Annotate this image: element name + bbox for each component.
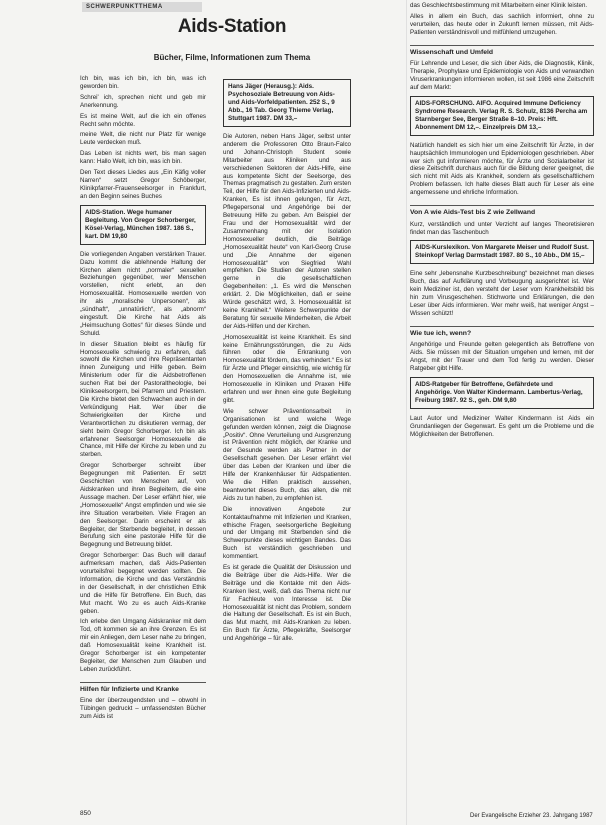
poem-line: meine Welt, die nicht nur Platz für wenige Leute verdecken muß. bbox=[80, 131, 206, 147]
paragraph: Alles in allem ein Buch, das sachlich informiert, ohne zu verurteilen, das heute oder in Zukunft lernen müssen, mit Aids-Patienten verständnisvoll und mitfühlend umzugehen. bbox=[410, 12, 594, 36]
book-box-aids-betreuung: Hans Jäger (Herausg.): Aids. Psychosoziale Betreuung von Aids- und Aids-Vorfeldpatienten. 252 S., 9 Abb., 16 Tab. Georg Thieme Verlag, Stuttgart 1987. DM 33,– bbox=[223, 79, 351, 127]
paragraph: Kurz, verständlich und unter Verzicht auf langes Theoretisieren findet man das Taschenbuch bbox=[410, 220, 594, 236]
page-footer: Der Evangelische Erzieher 23. Jahrgang 1987 bbox=[470, 813, 593, 819]
intro-paragraph: Den Text dieses Liedes aus „Ein Käfig voller Narren“ setzt Gregor Schöberger, Klinikpfarrer-Frauenseelsorger in Frankfurt, an den Beginn seines Buches bbox=[80, 169, 206, 200]
paragraph: In dieser Situation bleibt es häufig für Homosexuelle schwierig zu erfahren, daß sowohl die Kirchen und ihre Repräsentanten ihnen Zuneigung und Hilfe geben. Beim Ministerium oder für die Aidsbetroffenen suchen Rat bei der Pastoraltheologie, bei Klinikseelsorgern, bei Pfarrern und Priestern. Die Kirche bietet den Schwachen auch in der Verkündigung Halt. Wer über die Schwierigkeiten der Kirche und Verantwortlichen zu diskutieren vermag, der sieht beim Gregor Schorberger. Ich bin als erfahrener Seelsorger Homosexuelle die Chance, mit Hilfe der Kirche zu leben und zu sterben. bbox=[80, 340, 206, 459]
book-box-aids-station: AIDS-Station. Wege humaner Begleitung. Von Gregor Schorberger, Kösel-Verlag, München 1987. 186 S., kart. DM 19,80 bbox=[80, 205, 206, 245]
paragraph: Ich erlebe den Umgang Aidskranker mit dem Tod, oft kommen sie an ihre Grenzen. Es ist mir ein Anliegen, dem Leser nahe zu bringen, daß Homosexualität keine Krankheit ist. Gregor Schorberger ist ein kompetenter Begleiter, der Menschen zum Glauben und Leben zurückführt. bbox=[80, 618, 206, 673]
paragraph: Für Lehrende und Leser, die sich über Aids, die Diagnostik, Klinik, Therapie, Prophylaxe und Epidemiologie von Aids und verwandten Viruserkrankungen informieren wollen, ist seit 1986 eine Zeitschrift auf dem Markt: bbox=[410, 60, 594, 91]
poem-line: Ich bin, was ich bin, ich bin, was ich geworden bin. bbox=[80, 75, 206, 90]
paragraph: Gregor Schorberger schreibt über Begegnungen mit Patienten. Er setzt Geschichten von Menschen auf, von Aidskranken und ihren Begleitern, die eine Aussage machen. Der Leser erfährt hier, wie „Homosexuelle“ Angst empfinden und wie sie ihre Situation verarbeiten. Viele Fragen an den Seelsorger. Darin erscheint er als Begleiter, der Sterbende begleitet, in dessen Berufung sich eine pastorale Hilfe für die Begegnung und Betreuung bildet. bbox=[80, 462, 206, 549]
paragraph: Natürlich handelt es sich hier um eine Zeitschrift für Ärzte, in der hauptsächlich Immunologen und Epidemiologen geschrieben. Aber wer sich gut informieren möchte, für Ärzte und Sozialarbeiter ist diese Zeitschrift durchaus auch für die Bildung derer geeignet, die sich nicht mit Aids als Krankheit, sondern als gesellschaftlichem Problem befassen. Ich halte dieses Blatt auch für Leser als eine angemessene und ehrliche Information. bbox=[410, 141, 594, 197]
paragraph: das Geschlechtsbestimmung mit Mitarbeitern einer Klinik leisten. bbox=[410, 2, 588, 9]
paragraph: Es ist gerade die Qualität der Diskussion und die Beiträge über die Aids-Hilfe. Wer die Beiträge und die Kontakte mit den Aids-Kranken liest, weiß, daß das Thema nicht nur für Fachleute von Interesse ist. Die Homosexualität ist nicht das Problem, sondern die Haltung der Gesellschaft. Es ist ein Buch, das Mut macht, mit Aids-Kranken zu leben. Ein Buch für Ärzte, Pflegekräfte, Seelsorger und Angehörige – für alle. bbox=[223, 564, 351, 643]
paragraph: Die Autoren, neben Hans Jäger, selbst unter anderem die Professoren Otto Braun-Falco und Johann-Christoph Student sowie Mitarbeiter aus Kliniken und aus verschiedenen Sektoren der Aids-Hilfe, eine aus kompetente Sicht der Seelsorge, des Themas pragmatisch zu gestalten. Zum ersten Teil, der Hilfe für den Aids-Infizierten und Aids-Kranken, Es ist ihnen gelungen, für Arzt, Pflegepersonal und Angehörige bei der Betreuung Hilfe zu geben. Am Beispiel der Frau und der Homosexualität wird der Zusammenhang mit der Isolation Homosexueller deutlich, die Beiträge „Homosexualität heute“ von Karl-Georg Cruse und „Die Annahme der eigenen Homosexualität“ von Siegfried Wahl empfehlen. Die Studien der Autoren stellen gerne in die gesellschaftlichen Gegebenheiten: „1. Es wird die Menschen erklärt. 2. Die Möglichkeiten, daß er seine Würde geschätzt wird, 3. Homosexualität ist keine Krankheit.“ Weitere Schwerpunkte der Beratung für sexuelle Minderheiten, die Arbeit der Aids-Hilfen und der Kirchen. bbox=[223, 133, 351, 330]
page-subtitle: Bücher, Filme, Informationen zum Thema bbox=[153, 53, 311, 62]
book-box-aids-kurslexikon: AIDS-Kurslexikon. Von Margarete Meiser und Rudolf Sust. Steinkopf Verlag Darmstadt 1987. 80 S., 10 Abb., DM 15,– bbox=[410, 240, 594, 264]
column-2 bbox=[223, 75, 351, 646]
paragraph: Eine der überzeugendsten und – obwohl in Tübingen gedruckt – umfassendsten Bücher zum Aids ist bbox=[80, 697, 206, 721]
book-box-aids-ratgeber: AIDS-Ratgeber für Betroffene, Gefährdete und Angehörige. Von Walter Kindermann. Lambertus-Verlag, Freiburg 1987. 92 S., geh. DM 9,80 bbox=[410, 377, 594, 409]
poem-line: Das Leben ist nichts wert, bis man sagen kann: Hallo Welt, ich bin, was ich bin. bbox=[80, 150, 206, 166]
section-heading: Von A wie Aids-Test bis Z wie Zellwand bbox=[410, 205, 594, 218]
section-tag: SCHWERPUNKTTHEMA bbox=[82, 2, 202, 12]
column-3 bbox=[410, 2, 594, 442]
poem-line: Es ist meine Welt, auf die ich ein offenes Recht sehn möchte. bbox=[80, 112, 206, 128]
section-heading: Hilfen für Infizierte und Kranke bbox=[80, 682, 206, 695]
page-title: Aids-Station bbox=[177, 16, 287, 37]
paragraph: Gregor Schorberger: Das Buch will darauf aufmerksam machen, daß Aids-Patienten vorurteilsfrei begegnet werden sollten. Die Information, die Kirche und das Verständnis in der Gesellschaft, in der christlichen Ethik und die Hilfe für Betroffene. Ein Buch, das Mut macht. Wo zu es auch Aids-Kranke geben. bbox=[80, 552, 206, 615]
section-heading: Wissenschaft und Umfeld bbox=[410, 45, 594, 58]
poem-line: Schrei' ich, sprechen nicht und geb mir Anerkennung. bbox=[80, 93, 206, 109]
column-divider bbox=[406, 0, 407, 825]
book-box-aids-forschung: AIDS-FORSCHUNG. AIFO. Acquired Immune Deficiency Syndrome Research. Verlag R. S. Schulz, 8136 Percha am Starnberger See, Berger Straße 8–10. Preis: Hft. Abonnement DM 12,–. Einzelpreis DM 13,– bbox=[410, 96, 594, 136]
paragraph: Laut Autor und Mediziner Walter Kindermann ist Aids ein Grundanliegen der Gegenwart. Es geht um die Probleme und die Möglichkeiten der Betroffenen. bbox=[410, 414, 594, 438]
section-heading: Wie tue ich, wenn? bbox=[410, 326, 594, 339]
paragraph: Angehörige und Freunde gelten gelegentlich als Betroffene von Aids. Sie müssen mit der Situation umgehen und lernen, mit der Angst, mit der Trauer und dem Tod fertig zu werden. Dieser Ratgeber gibt Hilfe. bbox=[410, 341, 594, 373]
paragraph: Eine sehr „lebensnahe Kurzbeschreibung“ bezeichnet man dieses Buch, das auf Aufklärung und Vorbeugung ausgerichtet ist. Wer kein Mediziner ist, den versteht der Leser vom Krankheitsbild bis hin zum Virusgeschehen. Stichworte und Erklärungen, die den Leser über Aids informieren. Wer mehr weiß, hat weniger Angst – Wissen schützt! bbox=[410, 270, 594, 317]
paragraph: Die vorliegenden Angaben verstärken Trauer. Dazu kommt die ablehnende Haltung der Kirchen allem nicht „normaler“ sexuellen Beziehungen gegenüber, wer Menschen vorstellen, nicht erlebt, an den Homosexualität. Homosexuelle werden von ihr als „moralische Unpersonen“, als „sündhaft“, „unnatürlich“, als „abnorm“ eingestuft. Die Kirche hat Aids als „Heimsuchung Gottes“ für dieses Sünde und Schuld. bbox=[80, 250, 206, 337]
page-number: 850 bbox=[80, 810, 91, 817]
paragraph: Wie schwer Präventionsarbeit in Organisationen ist und welche Wege gefunden werden können, zeigt die Diagnose „Positiv“. Ohne Verurteilung und Ausgrenzung ist Prävention nicht möglich, der Kranke und der Gesunde werden als Partner in der Gesellschaft gesehen. Der Leser erfährt viel über das Leben der Kranken und über die Hilfe der Krankenhäuser für Aidspatienten. Wie die Hilfen praktisch aussehen, beantwortet dieses Buch, das allen, die mit Aids zu tun haben, zu empfehlen ist. bbox=[223, 407, 351, 502]
column-1 bbox=[80, 75, 206, 724]
paragraph: Die innovativen Angebote zur Kontaktaufnahme mit Infizierten und Kranken, ethische Fragen, seelsorgerliche Begleitung und der Umgang mit Sterbenden sind die Schwerpunkte dieses wichtigen Bandes. Das Buch ist verständlich geschrieben und kommentiert. bbox=[223, 505, 351, 561]
paragraph: „Homosexualität ist keine Krankheit. Es sind keine Ernährungsstörungen, die zu Aids führen oder die Erkrankung von Homosexualität fördern, das verhindert.“ Es ist für Ärzte und Pfleger einsichtig, wie wichtig für den Homosexuellen die Annahme ist, wie Homosexuelle in Kliniken und Praxen Hilfe erfahren und wer ihnen eine gute Begleitung gibt. bbox=[223, 333, 351, 404]
